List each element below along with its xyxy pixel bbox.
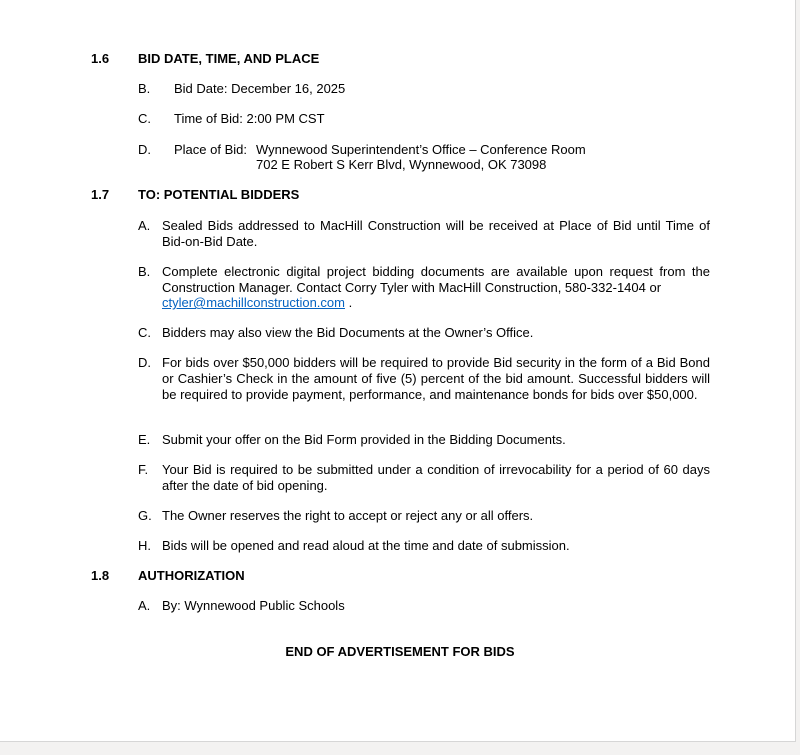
item-letter: F. <box>138 462 149 477</box>
bid-date-text: Bid Date: December 16, 2025 <box>174 81 346 96</box>
item-letter: A. <box>138 218 151 233</box>
view-documents-paragraph: Bidders may also view the Bid Documents at the Owner’s Office. <box>162 325 534 340</box>
section-heading-authorization: AUTHORIZATION <box>138 568 245 583</box>
bid-security-paragraph: For bids over $50,000 bidders will be required to provide Bid security in the form of a Bid Bond or Cashier’s Check in the amount of five (5) percent of the bid amount. Successful bidders will be required to provide payment, performance, and maintenance bonds for bids over $50,000. <box>162 355 710 402</box>
sealed-bids-paragraph: Sealed Bids addressed to MacHill Construction will be received at Place of Bid until Time of Bid-on-Bid Date. <box>162 218 710 249</box>
bid-opening-paragraph: Bids will be opened and read aloud at the time and date of submission. <box>162 538 570 553</box>
bidding-documents-text: Complete electronic digital project bidding documents are available upon request from the Construction Manager. Contact Corry Tyler with MacHill Construction, 580-332-1404 or <box>162 264 710 295</box>
item-letter: A. <box>138 598 151 613</box>
place-of-bid-line1: Wynnewood Superintendent’s Office – Conference Room <box>256 142 586 157</box>
authorization-text: By: Wynnewood Public Schools <box>162 598 345 613</box>
item-letter: D. <box>138 142 151 157</box>
end-of-advertisement: END OF ADVERTISEMENT FOR BIDS <box>285 644 515 659</box>
section-heading-potential-bidders: TO: POTENTIAL BIDDERS <box>138 187 300 202</box>
item-letter: C. <box>138 111 151 126</box>
section-number-1-8: 1.8 <box>91 568 110 583</box>
item-letter: C. <box>138 325 151 340</box>
bidding-documents-paragraph <box>162 264 710 296</box>
item-letter: H. <box>138 538 151 553</box>
item-letter: G. <box>138 508 152 523</box>
section-number-1-7: 1.7 <box>91 187 110 202</box>
email-link[interactable]: ctyler@machillconstruction.com <box>162 295 345 310</box>
email-trailing-period: . <box>344 295 353 310</box>
email-line <box>162 295 352 311</box>
owner-rights-paragraph: The Owner reserves the right to accept or reject any or all offers. <box>162 508 534 523</box>
bid-form-paragraph: Submit your offer on the Bid Form provided in the Bidding Documents. <box>162 432 566 447</box>
item-letter: B. <box>138 81 151 96</box>
irrevocability-paragraph: Your Bid is required to be submitted under a condition of irrevocability for a period of 60 days after the date of bid opening. <box>162 462 710 493</box>
place-of-bid-line2: 702 E Robert S Kerr Blvd, Wynnewood, OK 73098 <box>256 157 547 172</box>
item-letter: B. <box>138 264 151 279</box>
section-number-1-6: 1.6 <box>91 51 110 66</box>
place-of-bid-label: Place of Bid: <box>174 142 247 157</box>
bid-time-text: Time of Bid: 2:00 PM CST <box>174 111 325 126</box>
item-letter: D. <box>138 355 151 370</box>
section-heading-bid-date-time-place: BID DATE, TIME, AND PLACE <box>138 51 320 66</box>
item-letter: E. <box>138 432 151 447</box>
